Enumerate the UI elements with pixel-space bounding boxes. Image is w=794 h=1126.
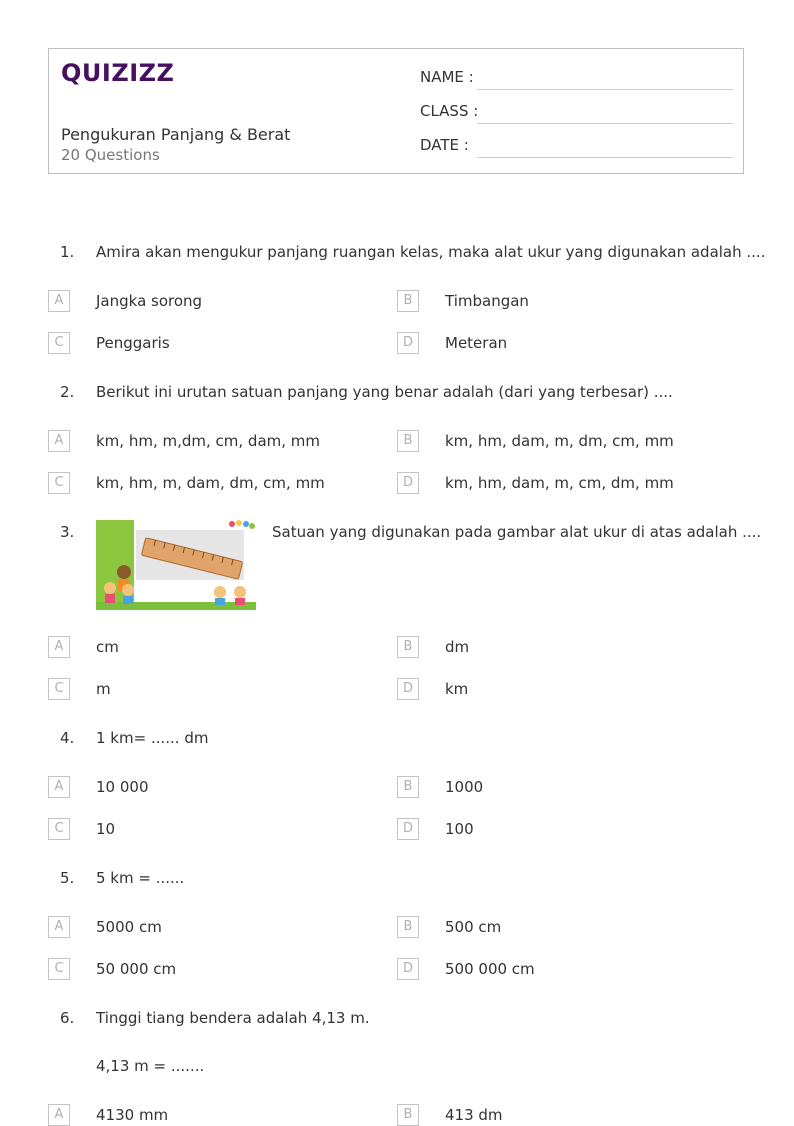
option-letter-box: D	[397, 332, 419, 354]
option-text: 1000	[445, 778, 484, 796]
question-text: Satuan yang digunakan pada gambar alat ukur di atas adalah ....	[272, 523, 762, 541]
question-text: Tinggi tiang bendera adalah 4,13 m.	[96, 1009, 370, 1027]
option-letter-box: A	[48, 430, 70, 452]
option-letter-box: A	[48, 636, 70, 658]
question-count: 20 Questions	[61, 146, 160, 164]
option-text: km, hm, m,dm, cm, dam, mm	[96, 432, 321, 450]
option-letter-box: A	[48, 1104, 70, 1126]
question-number: 4.	[60, 729, 75, 747]
option-text: 500 000 cm	[445, 960, 535, 978]
date-label: DATE :	[420, 136, 469, 154]
option-text: 413 dm	[445, 1106, 503, 1124]
option-letter-box: B	[397, 776, 419, 798]
option-text: Jangka sorong	[96, 292, 203, 310]
option-letter-box: C	[48, 332, 70, 354]
question-text: Berikut ini urutan satuan panjang yang benar adalah (dari yang terbesar) ....	[96, 383, 673, 401]
option-letter-box: A	[48, 290, 70, 312]
option-text: Penggaris	[96, 334, 170, 352]
option-text: m	[96, 680, 111, 698]
option-text: 4130 mm	[96, 1106, 169, 1124]
option-letter-box: B	[397, 430, 419, 452]
option-letter-box: D	[397, 472, 419, 494]
question-text: Amira akan mengukur panjang ruangan kelas, maka alat ukur yang digunakan adalah ....	[96, 243, 766, 261]
option-letter-box: C	[48, 678, 70, 700]
option-text: 50 000 cm	[96, 960, 177, 978]
class-label: CLASS :	[420, 102, 479, 120]
question-number: 6.	[60, 1009, 75, 1027]
option-letter-box: B	[397, 636, 419, 658]
option-text: 5000 cm	[96, 918, 162, 936]
date-line	[477, 157, 733, 158]
option-letter-box: D	[397, 678, 419, 700]
class-line	[477, 123, 733, 124]
option-text: dm	[445, 638, 470, 656]
question-number: 2.	[60, 383, 75, 401]
option-text: Timbangan	[445, 292, 529, 310]
option-text: 100	[445, 820, 474, 838]
option-letter-box: C	[48, 818, 70, 840]
option-text: Meteran	[445, 334, 508, 352]
question-text: 5 km = ......	[96, 869, 185, 887]
question-subtext: 4,13 m = .......	[96, 1057, 205, 1075]
question-text: 1 km= ...... dm	[96, 729, 209, 747]
option-text: 500 cm	[445, 918, 502, 936]
option-text: km	[445, 680, 469, 698]
question-number: 5.	[60, 869, 75, 887]
option-letter-box: D	[397, 958, 419, 980]
worksheet-title: Pengukuran Panjang & Berat	[61, 125, 291, 144]
option-text: 10 000	[96, 778, 149, 796]
option-text: km, hm, dam, m, dm, cm, mm	[445, 432, 674, 450]
option-letter-box: C	[48, 472, 70, 494]
option-letter-box: A	[48, 776, 70, 798]
option-letter-box: B	[397, 290, 419, 312]
worksheet-header	[48, 48, 744, 174]
name-line	[477, 89, 733, 90]
question-number: 3.	[60, 523, 75, 541]
quizizz-logo: QUIZIZZ	[61, 59, 175, 87]
option-text: km, hm, dam, m, cm, dm, mm	[445, 474, 674, 492]
option-text: 10	[96, 820, 116, 838]
option-letter-box: B	[397, 916, 419, 938]
name-label: NAME :	[420, 68, 474, 86]
option-text: km, hm, m, dam, dm, cm, mm	[96, 474, 325, 492]
question-number: 1.	[60, 243, 75, 261]
option-text: cm	[96, 638, 119, 656]
ruler-illustration	[96, 520, 256, 610]
option-letter-box: B	[397, 1104, 419, 1126]
option-letter-box: A	[48, 916, 70, 938]
option-letter-box: D	[397, 818, 419, 840]
option-letter-box: C	[48, 958, 70, 980]
